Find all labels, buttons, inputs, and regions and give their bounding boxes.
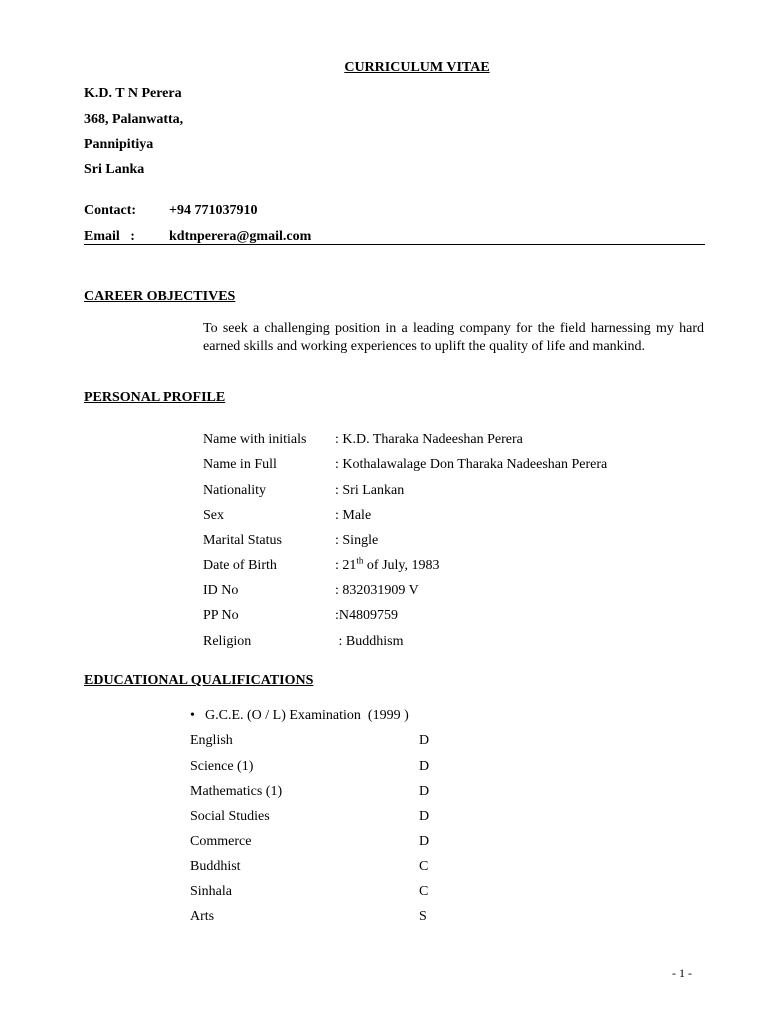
subject-name: Arts <box>190 909 215 924</box>
subject-name: English <box>190 733 233 748</box>
profile-value: : Single <box>335 533 379 548</box>
contact-label: Contact: <box>84 203 137 218</box>
dob-rest: of July, 1983 <box>363 558 440 573</box>
profile-value: : K.D. Tharaka Nadeeshan Perera <box>335 432 523 447</box>
profile-label: Marital Status <box>203 533 282 548</box>
profile-value: : Buddhism <box>335 634 404 649</box>
dob-day: : 21 <box>335 558 357 573</box>
dob-ordinal: th <box>356 555 364 566</box>
subject-name: Social Studies <box>190 809 270 824</box>
bullet-icon: • <box>190 708 195 723</box>
header-name: K.D. T N Perera <box>84 86 182 101</box>
profile-label: Nationality <box>203 483 266 498</box>
subject-grade: D <box>419 733 430 748</box>
subject-grade: D <box>419 809 430 824</box>
subject-grade: C <box>419 884 429 899</box>
subject-grade: C <box>419 859 429 874</box>
subject-name: Sinhala <box>190 884 232 899</box>
email-value: kdtnperera@gmail.com <box>169 229 312 244</box>
subject-grade: D <box>419 759 430 774</box>
profile-label: PP No <box>203 608 239 623</box>
email-label: Email : <box>84 229 135 244</box>
address-line2: Pannipitiya <box>84 137 154 152</box>
subject-name: Mathematics (1) <box>190 784 283 799</box>
header-divider <box>84 244 705 245</box>
address-line1: 368, Palanwatta, <box>84 112 184 127</box>
subject-grade: S <box>419 909 427 924</box>
profile-value: : Kothalawalage Don Tharaka Nadeeshan Perera <box>335 457 608 472</box>
exam-title: G.C.E. (O / L) Examination (1999 ) <box>205 708 409 723</box>
profile-label: Religion <box>203 634 252 649</box>
page-number: - 1 - <box>672 966 692 980</box>
personal-profile-heading: PERSONAL PROFILE <box>84 390 226 405</box>
subject-name: Buddhist <box>190 859 241 874</box>
career-objectives-text: To seek a challenging position in a leading company for the field harnessing my hard earned skills and working experiences to uplift the quality of life and mankind. <box>203 321 704 354</box>
profile-label: Name with initials <box>203 432 307 447</box>
address-line3: Sri Lanka <box>84 162 145 177</box>
profile-value <box>335 555 440 574</box>
profile-label: Name in Full <box>203 457 277 472</box>
profile-label: ID No <box>203 583 239 598</box>
profile-value: :N4809759 <box>335 608 398 623</box>
profile-value: : Sri Lankan <box>335 483 405 498</box>
profile-value: : Male <box>335 508 372 523</box>
subject-name: Science (1) <box>190 759 254 774</box>
subject-grade: D <box>419 834 430 849</box>
profile-value: : 832031909 V <box>335 583 419 598</box>
career-objectives-heading: CAREER OBJECTIVES <box>84 289 236 304</box>
profile-label: Date of Birth <box>203 558 277 573</box>
educational-qualifications-heading: EDUCATIONAL QUALIFICATIONS <box>84 673 314 688</box>
exam-list-item <box>190 708 409 724</box>
subject-name: Commerce <box>190 834 252 849</box>
subject-grade: D <box>419 784 430 799</box>
profile-label: Sex <box>203 508 224 523</box>
document-title: CURRICULUM VITAE <box>344 60 490 75</box>
contact-value: +94 771037910 <box>169 203 258 218</box>
